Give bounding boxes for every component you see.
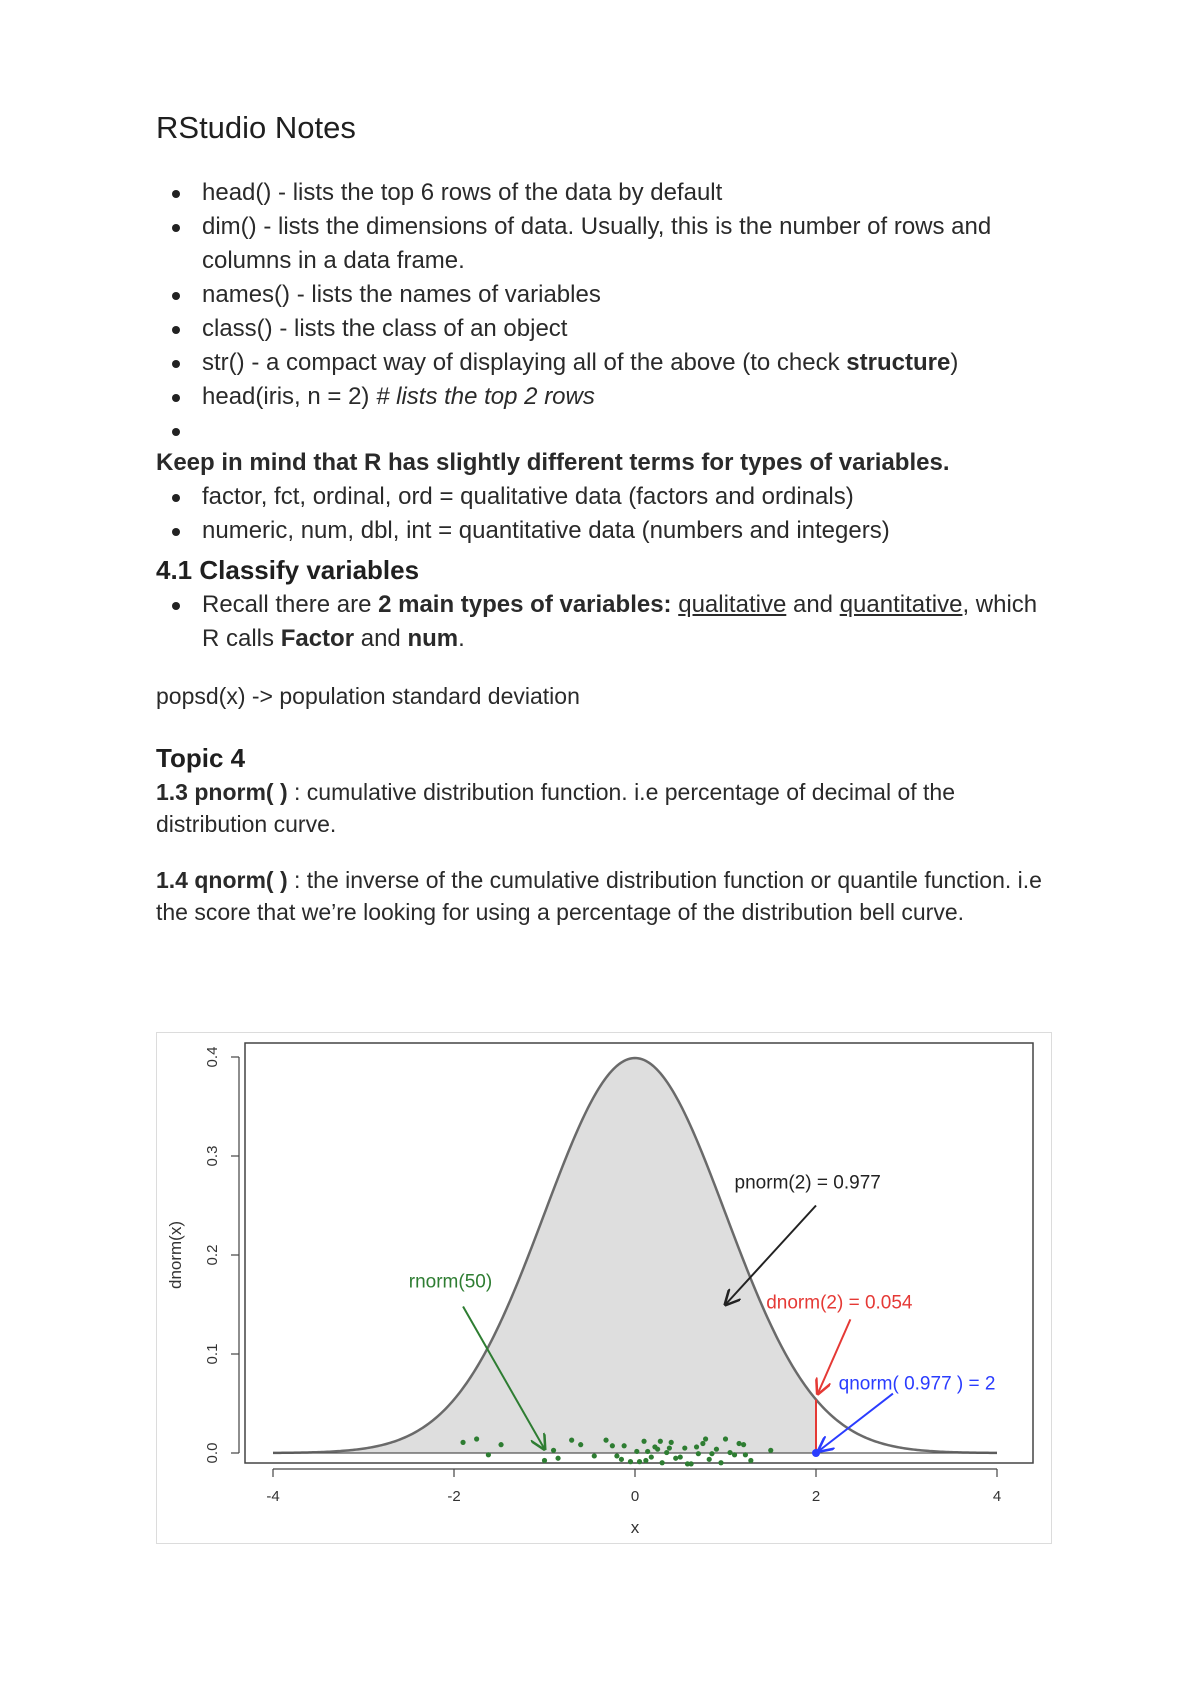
rnorm-point [718,1460,723,1465]
x-tick-label: -4 [266,1488,280,1505]
underlined-qualitative: qualitative [678,591,787,618]
bold-text: 2 main types of variables: [378,591,672,618]
rnorm-point [768,1448,773,1453]
normal-distribution-chart [157,1033,1051,1543]
rnorm-point [592,1453,597,1458]
rnorm-point [727,1450,732,1455]
rnorm-point [555,1456,560,1461]
rnorm-point [603,1438,608,1443]
list-item [156,312,1056,346]
rnorm-point [658,1439,663,1444]
topic-heading: Topic 4 [156,743,246,773]
x-tick-label: -2 [447,1488,461,1505]
list-item [156,176,1056,210]
rnorm-point [569,1438,574,1443]
rnorm-point [667,1445,672,1450]
code-text: head(iris, n = 2) [202,383,370,410]
function-list [156,176,1056,446]
rnorm-point [637,1459,642,1464]
popsd-line: popsd(x) -> population standard deviation [156,683,580,709]
item-text: and [786,591,840,618]
rnorm-point [649,1454,654,1459]
rnorm-point [641,1439,646,1444]
normal-distribution-figure [156,1032,1052,1544]
underlined-quantitative: quantitative [839,591,963,618]
shaded-area [273,1058,816,1453]
rnorm-point [696,1451,701,1456]
code-text: class() [202,315,273,342]
rnorm-point [732,1452,737,1457]
rnorm-point [682,1445,687,1450]
item-text: and [354,625,408,652]
rnorm-point [685,1461,690,1466]
rnorm-point [628,1459,633,1464]
rnorm-point [678,1454,683,1459]
rnorm-point [660,1460,665,1465]
y-tick-label: 0.3 [204,1145,221,1167]
qnorm-text: : the inverse of the cumulative distribution function or quantile function. i.e the score that we’re looking for using a percentage of the distribution bell curve. [156,867,1042,925]
y-tick-label: 0.1 [204,1343,221,1365]
empty-list-item [156,414,1056,446]
rnorm-point [498,1442,503,1447]
rnorm-point [723,1436,728,1441]
list-item [156,380,1056,414]
bold-text: Factor [280,625,355,652]
rnorm-point [622,1443,627,1448]
x-tick-label: 2 [811,1488,821,1505]
y-tick-label: 0.2 [204,1244,221,1266]
rnorm-point [542,1458,547,1463]
item-text: - lists the top 6 rows of the data by default [271,179,723,206]
list-item: factor, fct, ordinal, ord = qualitative data (factors and ordinals) [156,480,1056,514]
pnorm-paragraph [156,776,1056,840]
bold-text: num [407,625,459,652]
code-text: names() [202,281,291,308]
rnorm-point [610,1443,615,1448]
list-item: numeric, num, dbl, int = quantitative data (numbers and integers) [156,514,1056,548]
item-text: - lists the dimensions of data. Usually, this is the number of rows and columns in a data frame. [202,213,992,274]
qnorm-label: 1.4 qnorm( ) [156,867,288,893]
rnorm-point [474,1436,479,1441]
item-text: . [458,625,465,652]
list-item [156,278,1056,312]
rnorm-annotation: rnorm(50) [408,1271,493,1293]
x-axis-title: x [630,1518,640,1537]
code-text: str() [202,349,245,376]
item-text: - lists the names of variables [290,281,601,308]
item-text: ) [950,349,959,376]
rnorm-point [578,1442,583,1447]
rnorm-point [669,1440,674,1445]
y-axis-title: dnorm(x) [166,1220,185,1290]
rnorm-point [700,1441,705,1446]
classify-list [156,588,1056,656]
rnorm-point [694,1444,699,1449]
rnorm-point [655,1447,660,1452]
list-item [156,588,1056,656]
section-heading-4-1: 4.1 Classify variables [156,555,420,585]
rnorm-point [736,1441,741,1446]
rnorm-point [645,1449,650,1454]
rnorm-point [460,1440,465,1445]
pnorm-text: : cumulative distribution function. i.e percentage of decimal of the distribution curve. [156,779,955,837]
item-text: - a compact way of displaying all of the above (to check [244,349,847,376]
rnorm-point [714,1447,719,1452]
qnorm-annotation: qnorm( 0.977 ) = 2 [838,1373,996,1395]
pnorm-label: 1.3 pnorm( ) [156,779,288,805]
bold-text: structure [846,349,951,376]
rnorm-point [703,1436,708,1441]
y-tick-label: 0.0 [204,1442,221,1464]
rnorm-point [486,1452,491,1457]
variable-types-list [156,480,1056,548]
rnorm-point [707,1457,712,1462]
y-tick-label: 0.4 [204,1046,221,1068]
x-tick-label: 0 [630,1488,640,1505]
list-item [156,346,1056,380]
code-text: dim() [202,213,257,240]
item-text: - lists the class of an object [272,315,568,342]
rnorm-point [634,1449,639,1454]
list-item [156,210,1056,278]
rnorm-point [614,1453,619,1458]
keep-in-mind-note: Keep in mind that R has slightly different terms for types of variables. [156,449,950,476]
code-comment: # lists the top 2 rows [376,383,595,410]
rnorm-point [664,1450,669,1455]
document-body [156,100,1056,928]
pnorm-annotation: pnorm(2) = 0.977 [734,1172,881,1194]
rnorm-point [748,1458,753,1463]
rnorm-point [673,1456,678,1461]
item-text: , which R calls [202,591,1038,652]
rnorm-point [619,1457,624,1462]
rnorm-point [643,1458,648,1463]
rnorm-point [741,1442,746,1447]
x-tick-label: 4 [992,1488,1002,1505]
item-text: Recall there are [202,591,379,618]
dnorm-annotation: dnorm(2) = 0.054 [766,1292,913,1314]
page-title: RStudio Notes [156,110,356,145]
rnorm-point [743,1452,748,1457]
rnorm-point [551,1448,556,1453]
code-text: head() [202,179,272,206]
rnorm-point [709,1451,714,1456]
qnorm-paragraph [156,864,1056,928]
